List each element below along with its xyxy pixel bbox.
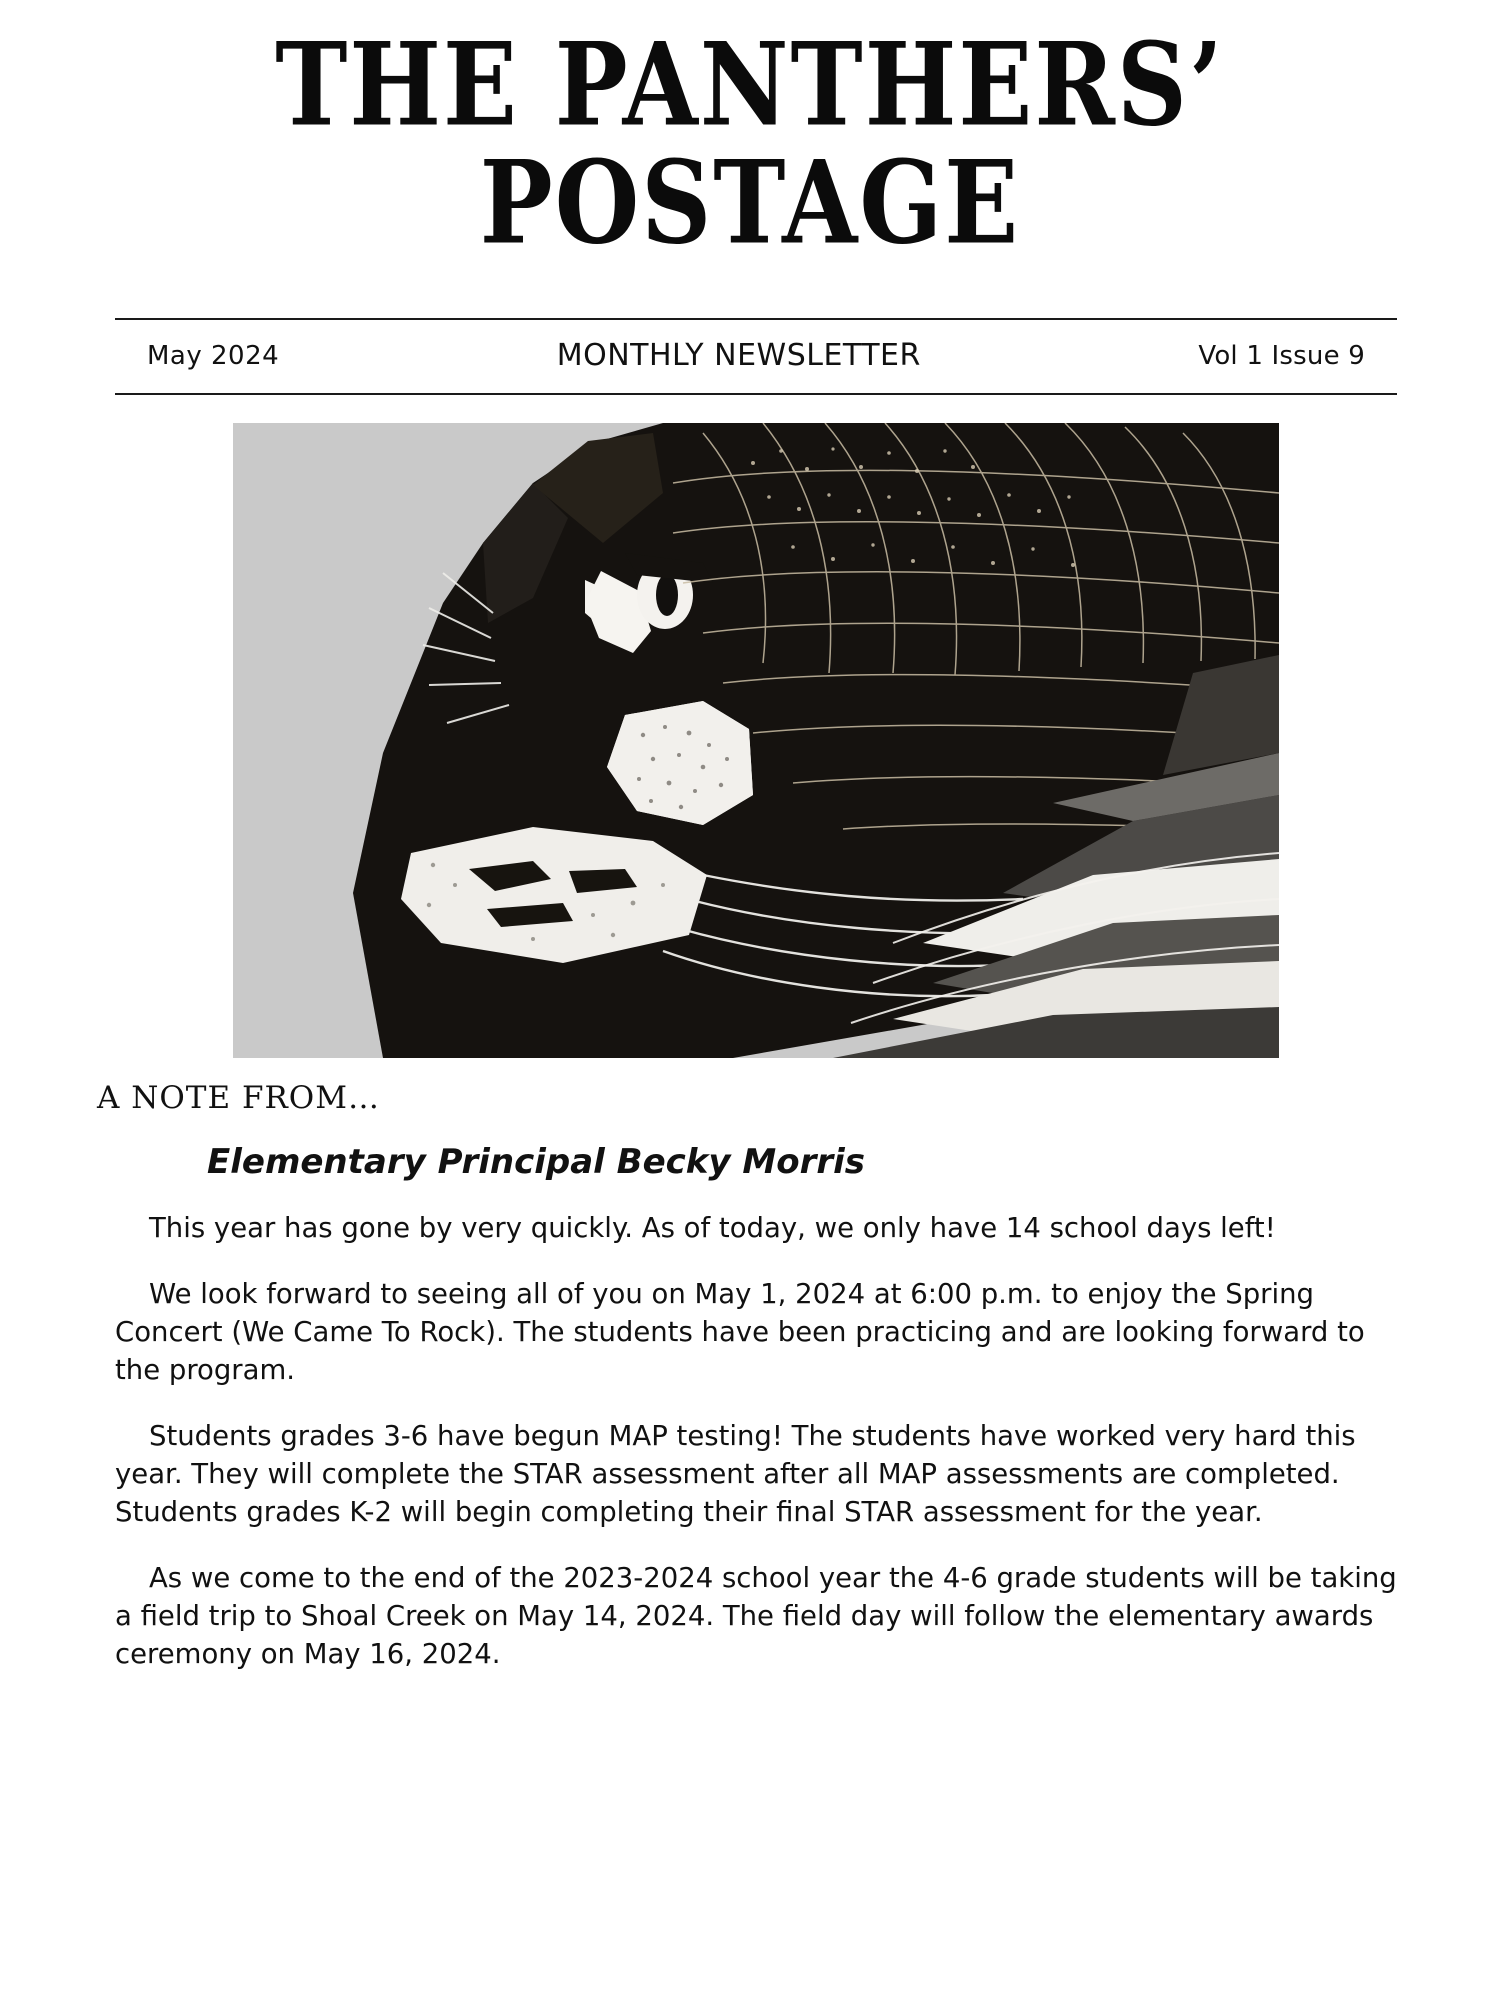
newsletter-type-label: MONTHLY NEWSLETTER: [556, 338, 921, 374]
article-paragraph: This year has gone by very quickly. As of today, we only have 14 school days left!: [149, 1212, 1276, 1245]
issue-date: May 2024: [147, 340, 280, 371]
panther-illustration-svg: [233, 423, 1279, 1058]
hero-image-container: [115, 423, 1397, 1058]
panther-illustration: [233, 423, 1279, 1058]
issue-bar: [115, 320, 1397, 393]
article-paragraph: We look forward to seeing all of you on May 1, 2024 at 6:00 p.m. to enjoy the Spring Concert (We Came To Rock). The students have been practicing and are looking forward to the program.: [115, 1278, 1365, 1387]
article-byline: Elementary Principal Becky Morris: [207, 1142, 866, 1183]
article-paragraph: Students grades 3-6 have begun MAP testing! The students have worked very hard this year. They will complete the STAR assessment after all MAP assessments are completed. Students grades K-2 will begin completing their final STAR assessment for the year.: [115, 1420, 1356, 1528]
article-kicker: A NOTE FROM…: [97, 1080, 380, 1117]
article-paragraph: As we come to the end of the 2023-2024 school year the 4-6 grade students will be taking a field trip to Shoal Creek on May 14, 2024. The field day will follow the elementary awards ceremony on May 16, 2024.: [115, 1561, 1397, 1670]
article: [97, 1058, 1405, 1673]
issue-volume: Vol 1 Issue 9: [1198, 340, 1365, 371]
divider-bottom: [115, 393, 1397, 395]
masthead: [115, 0, 1385, 270]
masthead-title-line-1: THE PANTHERS’: [275, 17, 1225, 152]
masthead-title-line-2: POSTAGE: [479, 135, 1021, 270]
